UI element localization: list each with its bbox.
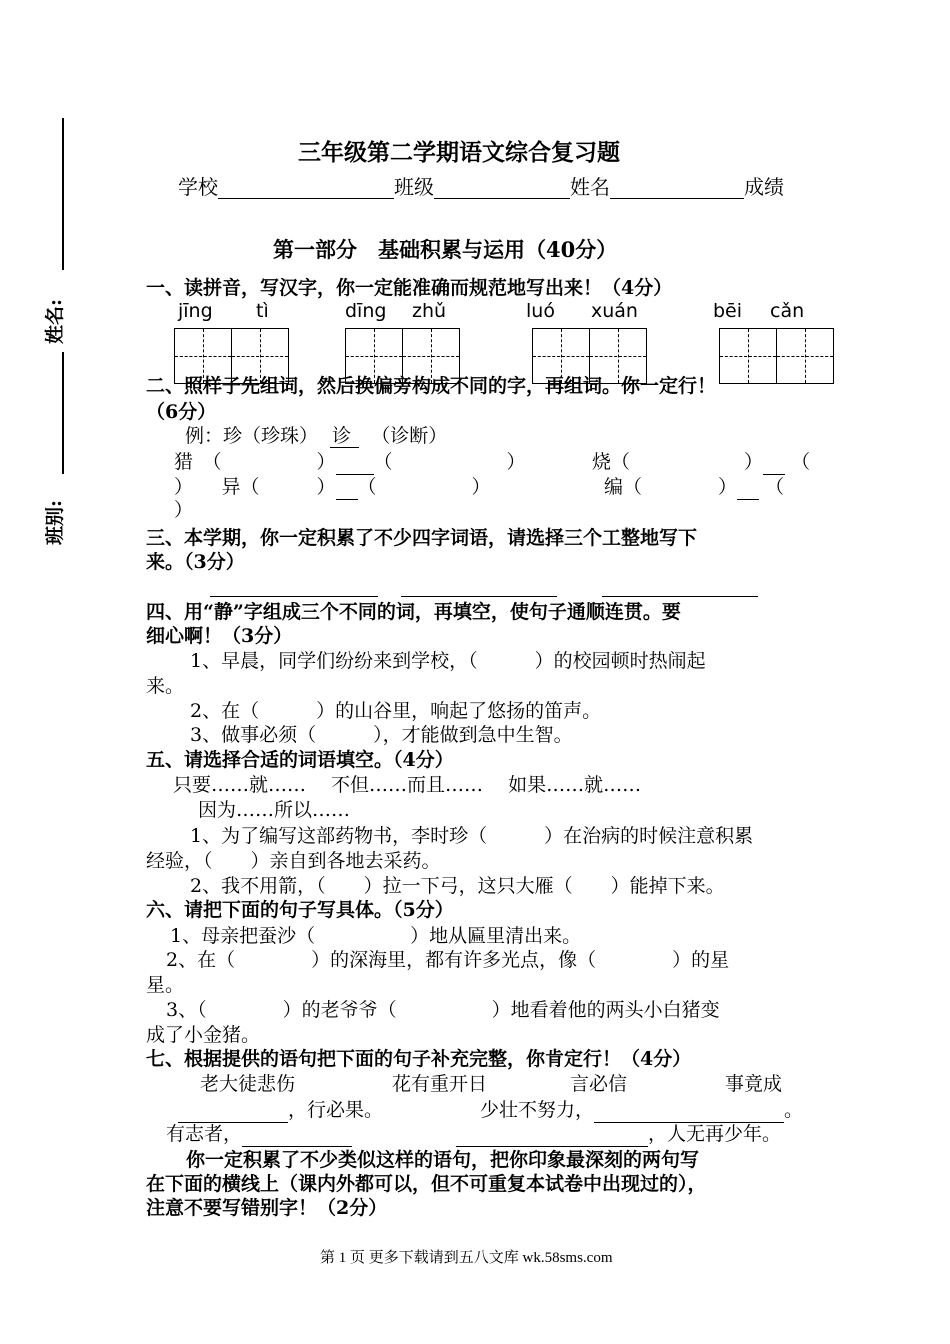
q2-example-text: 例：珍（珍珠） bbox=[185, 425, 319, 447]
writing-grid-4[interactable] bbox=[719, 328, 832, 384]
q2-r2-d: （ bbox=[765, 476, 785, 498]
q2-row-2-right bbox=[604, 475, 784, 500]
name-label: 姓名 bbox=[570, 175, 610, 199]
grid-cell[interactable] bbox=[776, 328, 834, 384]
q7-opt-4: 事竟成 bbox=[725, 1073, 783, 1095]
q6-s3b: 成了小金猪。 bbox=[146, 1024, 261, 1046]
q7-l2a: 有志者， bbox=[166, 1123, 243, 1145]
page-title: 三年级第二学期语文综合复习题 bbox=[298, 139, 620, 166]
q7-line-1-right bbox=[480, 1098, 803, 1123]
q2-text-1: 二、照样子先组词，然后换偏旁构成不同的字，再组词。你一定行！ bbox=[146, 375, 717, 397]
q7-line-2 bbox=[166, 1122, 352, 1147]
q6-text: 六、请把下面的句子写具体。（5分） bbox=[146, 899, 454, 921]
q2-row-3: ） bbox=[174, 499, 194, 521]
pinyin-3: dīng bbox=[345, 300, 387, 322]
q4-s1b: 来。 bbox=[146, 675, 185, 697]
pinyin-7: bēi bbox=[713, 300, 743, 322]
q7-blank[interactable] bbox=[242, 1122, 352, 1147]
pinyin-1: jīng bbox=[178, 300, 213, 322]
grid-cell[interactable] bbox=[719, 328, 777, 384]
score-label: 成绩 bbox=[744, 175, 784, 199]
q5-s1a: 1、为了编写这部药物书，李时珍（ ）在治病的时候注意积累 bbox=[190, 825, 754, 847]
q3-answer-line-1[interactable] bbox=[210, 596, 378, 597]
q7-extra-1: 你一定积累了不少类似这样的语句，把你印象最深刻的两句写 bbox=[186, 1149, 700, 1171]
q7-opt-2: 花有重开日 bbox=[392, 1073, 488, 1095]
q1-text: 一、读拼音，写汉字，你一定能准确而规范地写出来！（4分） bbox=[146, 277, 673, 299]
q2-blank[interactable] bbox=[737, 475, 759, 500]
q7-l2b: ，人无再少年。 bbox=[648, 1123, 782, 1145]
page-footer: 第 1 页 更多下载请到五八文库 wk.58sms.com bbox=[320, 1250, 613, 1266]
q7-blank[interactable] bbox=[456, 1122, 648, 1147]
q3-answer-line-2[interactable] bbox=[401, 596, 557, 597]
info-row bbox=[178, 175, 784, 199]
q2-r1-c: 烧（ ） bbox=[592, 451, 764, 473]
q7-opt-1: 老大徒悲伤 bbox=[200, 1073, 296, 1095]
q5-s2: 2、我不用箭，（ ）拉一下弓，这只大雁（ ）能掉下来。 bbox=[190, 875, 725, 897]
q7-line-1 bbox=[178, 1098, 383, 1123]
q3-text-1: 三、本学期，你一定积累了不少四字词语，请选择三个工整地写下 bbox=[146, 527, 698, 549]
q4-text-2: 细心啊！（3分） bbox=[146, 625, 293, 647]
q2-r1-d: （ bbox=[791, 451, 811, 473]
q7-l1c: 。 bbox=[784, 1099, 804, 1121]
q2-r2-a: ） 异（ ） bbox=[174, 476, 336, 498]
margin-line-top bbox=[62, 118, 64, 270]
q2-text-2: （6分） bbox=[146, 401, 217, 423]
q2-example bbox=[185, 424, 447, 448]
q5-s1b: 经验，（ ）亲自到各地去采药。 bbox=[146, 850, 441, 872]
q5-title: 五、请选择合适的词语填空。（4分） bbox=[146, 749, 454, 771]
pinyin-2: tì bbox=[256, 300, 269, 322]
q2-row-2 bbox=[174, 475, 491, 500]
pinyin-8: cǎn bbox=[770, 300, 805, 322]
q4-s1a: 1、早晨，同学们纷纷来到学校，（ ）的校园顿时热闹起 bbox=[190, 650, 706, 672]
q2-r1-a: 猎 （ ） bbox=[174, 451, 336, 473]
part1-title: 第一部分 基础积累与运用（40分） bbox=[273, 237, 618, 262]
q7-blank[interactable] bbox=[178, 1098, 288, 1123]
q7-blank[interactable] bbox=[594, 1098, 784, 1123]
q2-row-1 bbox=[174, 450, 526, 475]
q6-s3a: 3、（ ）的老爷爷（ ）地看着他的两头小白猪变 bbox=[166, 999, 720, 1021]
margin-line-middle bbox=[62, 352, 64, 474]
side-class-label: 班别: bbox=[44, 499, 66, 545]
q6-s2b: 星。 bbox=[146, 974, 185, 996]
pinyin-5: luó bbox=[526, 300, 555, 322]
school-field[interactable] bbox=[218, 176, 394, 199]
q2-r1-b: （ ） bbox=[373, 451, 526, 473]
q2-row-1-right bbox=[592, 450, 810, 475]
q2-example-char: 诊 bbox=[330, 425, 359, 448]
name-field[interactable] bbox=[610, 176, 744, 199]
pinyin-4: zhǔ bbox=[412, 300, 447, 322]
q5-opts-1: 只要……就…… 不但……而且…… 如果……就…… bbox=[173, 774, 642, 796]
q3-text-2: 来。（3分） bbox=[146, 551, 245, 573]
q2-blank[interactable] bbox=[336, 450, 374, 475]
class-field[interactable] bbox=[434, 176, 570, 199]
class-label: 班级 bbox=[394, 175, 434, 199]
side-name-label: 姓名: bbox=[44, 298, 66, 344]
q7-opt-3: 言必信 bbox=[570, 1073, 628, 1095]
q7-line-2-right bbox=[456, 1122, 781, 1147]
q4-s2: 2、在（ ）的山谷里，响起了悠扬的笛声。 bbox=[190, 700, 602, 722]
q7-extra-3: 注意不要写错别字！（2分） bbox=[146, 1197, 388, 1219]
q5-opts-2: 因为……所以…… bbox=[198, 799, 351, 821]
q2-example-word: （诊断） bbox=[371, 425, 448, 447]
q7-l1a: ，行必果。 bbox=[288, 1099, 384, 1121]
q2-blank[interactable] bbox=[336, 475, 358, 500]
q4-s3: 3、做事必须（ ），才能做到急中生智。 bbox=[190, 724, 573, 746]
q5-text bbox=[146, 748, 454, 772]
q2-r2-b: （ ） bbox=[357, 476, 491, 498]
q3-answer-line-3[interactable] bbox=[602, 596, 758, 597]
pinyin-6: xuán bbox=[591, 300, 638, 322]
q7-extra-2: 在下面的横线上（课内外都可以，但不可重复本试卷中出现过的）， bbox=[146, 1173, 707, 1195]
q4-text-1: 四、用“静”字组成三个不同的词，再填空，使句子通顺连贯。要 bbox=[146, 601, 681, 623]
q2-blank[interactable] bbox=[763, 450, 785, 475]
q6-s1: 1、母亲把蚕沙（ ）地从匾里清出来。 bbox=[170, 925, 582, 947]
q6-s2a: 2、在（ ）的深海里，都有许多光点，像（ ）的星 bbox=[166, 949, 730, 971]
q7-text: 七、根据提供的语句把下面的句子补充完整，你肯定行！（4分） bbox=[146, 1048, 692, 1070]
q7-l1b: 少壮不努力， bbox=[480, 1099, 595, 1121]
q2-r2-c: 编（ ） bbox=[604, 476, 738, 498]
school-label: 学校 bbox=[178, 175, 218, 199]
